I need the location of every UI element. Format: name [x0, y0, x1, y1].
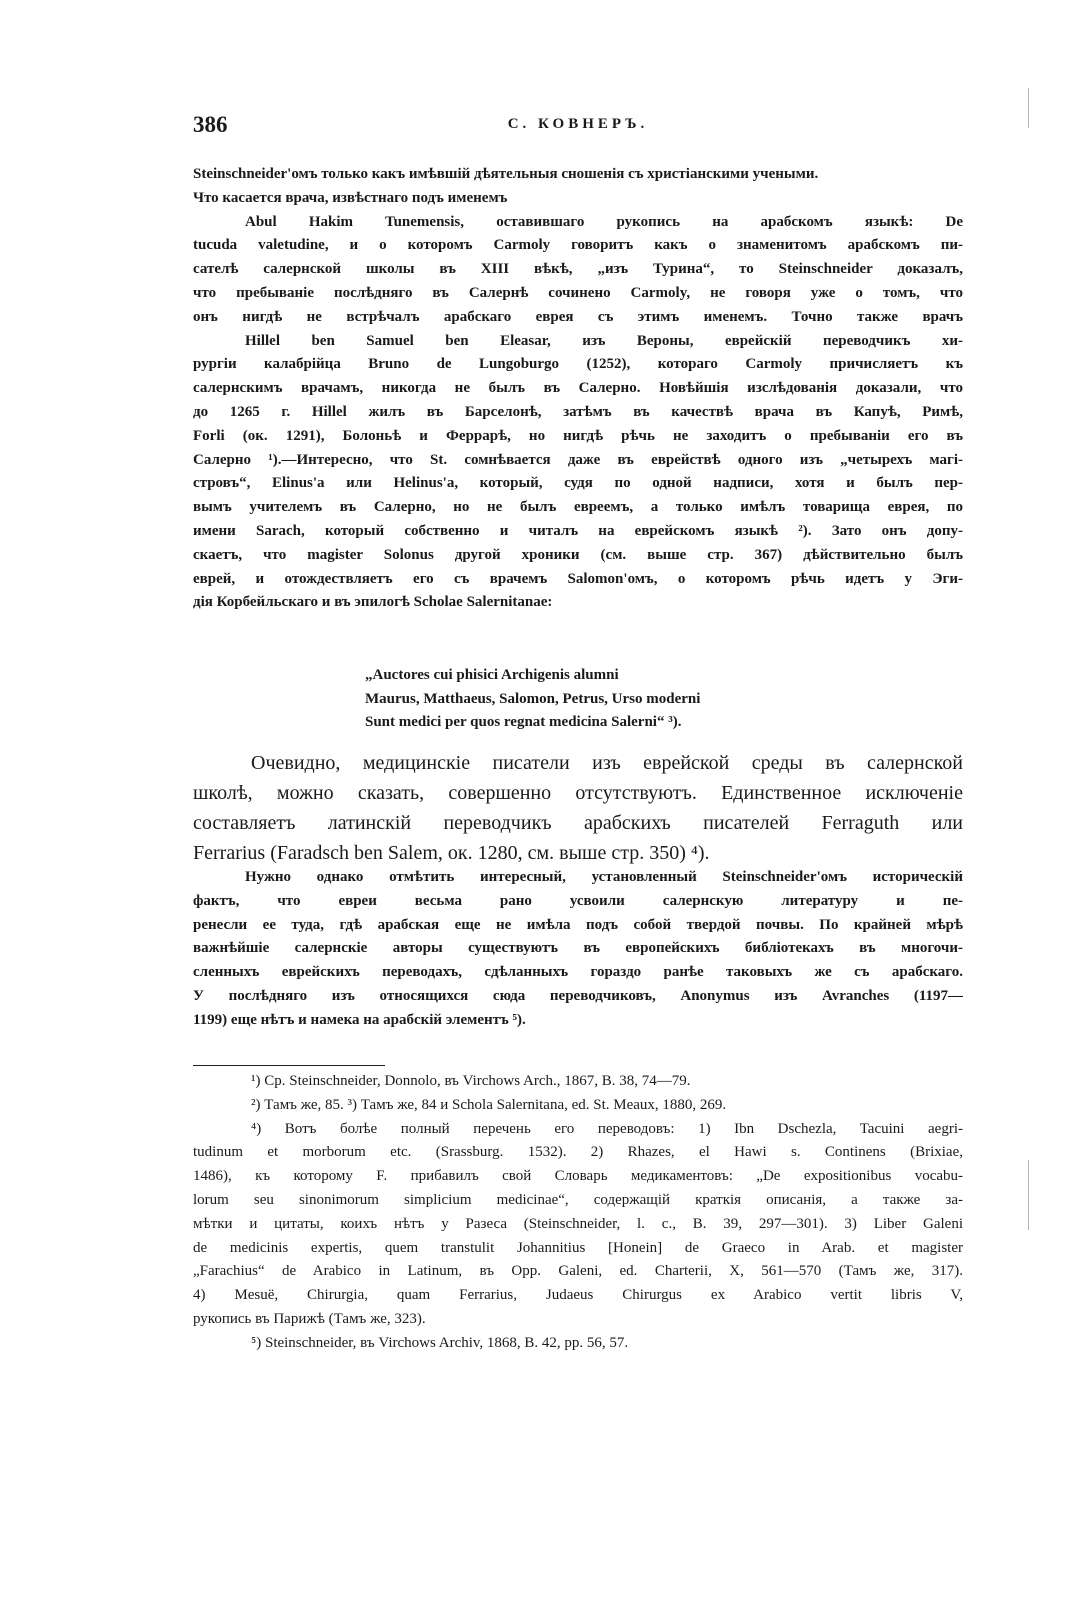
footnotes [193, 1070, 963, 1356]
footnote-line: ¹) Cp. Steinschneider, Donnolo, въ Virchows Arch., 1867, B. 38, 74—79. [251, 1073, 691, 1089]
footnote-line: ⁴) Вотъ болѣе полный перечень его переводовъ: 1) Ibn Dschezla, Tacuini aegri- [251, 1120, 963, 1137]
text-line: сателѣ салернской школы въ XIII вѣкѣ, „изъ Турина“, то Steinschneider доказалъ, [193, 261, 963, 278]
text-line: ренесли ее туда, гдѣ арабская еще не имѣла подъ собой твердой почвы. По крайней мѣрѣ [193, 916, 963, 933]
running-head: С. КОВНЕРЪ. [507, 116, 649, 132]
text-line: еврей, и отождествляетъ его съ врачемъ Salomon'омъ, о которомъ рѣчь идетъ у Эги- [193, 570, 963, 587]
page-number: 386 [193, 112, 228, 137]
footnote-line: ⁵) Steinschneider, въ Virchows Archiv, 1868, B. 42, pp. 56, 57. [251, 1334, 629, 1351]
text-line: Нужно однако отмѣтить интересный, установленный Steinschneider'омъ историческій [245, 869, 963, 885]
footnote-line: мѣтки и цитаты, коихъ нѣтъ у Разеса (Steinschneider, l. c., B. 39, 297—301). 3) Liber Galeni [193, 1215, 963, 1232]
text-line: сленныхъ еврейскихъ переводахъ, сдѣланныхъ гораздо ранѣе таковыхъ же съ арабскаго. [193, 964, 963, 981]
text-line: Салерно ¹).—Интересно, что St. сомнѣвается даже въ еврействѣ одного изъ „четырехъ магі- [193, 451, 963, 468]
text-line: 1199) еще нѣтъ и намека на арабскій элементъ ⁵). [193, 1011, 526, 1028]
text-line: дія Корбейльскаго и въ эпилогѣ Scholae Salernitanae: [193, 594, 553, 611]
large-text-line: составляетъ латинскій переводчикъ арабскихъ писателей Ferraguth или [193, 812, 963, 834]
footnote-line: de medicinis expertis, quem transtulit Johannitius [Honein] de Graeco in Arab. et magister [193, 1239, 963, 1256]
page-header [193, 112, 963, 142]
verse-quotation [365, 664, 885, 735]
footnote-line: ²) Тамъ же, 85. ³) Тамъ же, 84 и Schola Salernitana, ed. St. Meaux, 1880, 269. [251, 1096, 727, 1113]
text-line: Forli (ок. 1291), Болоньѣ и Феррарѣ, но нигдѣ рѣчь не заходитъ о пребываніи его въ [193, 427, 963, 444]
scan-edge-mark [1028, 88, 1029, 128]
closing-paragraph [193, 866, 963, 1033]
scan-edge-mark [1028, 1160, 1029, 1230]
text-line: онъ нигдѣ не встрѣчалъ арабскаго еврея съ этимъ именемъ. Точно также врачъ [193, 308, 963, 325]
large-text-line: Очевидно, медицинскіе писатели изъ еврейской среды въ салернской [251, 752, 963, 774]
verse-line: Maurus, Matthaeus, Salomon, Petrus, Urso moderni [365, 690, 701, 707]
text-line: tucuda valetudine, и о которомъ Carmoly говоритъ какъ о знаменитомъ арабскомъ пи- [193, 237, 963, 254]
footnote-line: lorum seu sinonimorum simplicium medicinae“, содержащій краткія описанія, а также за- [193, 1191, 963, 1208]
large-text-line: Ferrarius (Faradsch ben Salem, ок. 1280, см. выше стр. 350) ⁴). [193, 842, 710, 864]
main-paragraphs [193, 163, 963, 615]
verse-line: Sunt medici per quos regnat medicina Salerni“ ³). [365, 714, 682, 730]
text-line: Steinschneider'омъ только какъ имѣвшій дѣятельныя сношенія съ христіанскими учеными. [193, 166, 819, 182]
footnote-line: 1486), къ которому F. прибавилъ свой Словарь медикаментовъ: „De expositionibus vocabu- [193, 1168, 963, 1185]
text-line: важнѣйшіе салернскіе авторы существуютъ въ европейскихъ библіотекахъ въ многочи- [193, 940, 963, 957]
text-line: до 1265 г. Hillel жилъ въ Барселонѣ, затѣмъ въ качествѣ врача въ Капуѣ, Римѣ, [193, 403, 963, 420]
text-line: салернскимъ врачамъ, никогда не былъ въ Салерно. Новѣйшія изслѣдованія доказали, что [193, 380, 963, 397]
footnote-line: tudinum et morborum etc. (Srassburg. 1532). 2) Rhazes, el Hawi s. Continens (Brixiae, [193, 1144, 963, 1161]
text-line: вымъ учителемъ въ Салерно, но не былъ евреемъ, а только имѣлъ товарища еврея, по [193, 499, 963, 516]
text-line: скаетъ, что magister Solonus другой хроники (см. выше стр. 367) дѣйствительно былъ [193, 546, 963, 563]
text-line: Abul Hakim Tunemensis, оставившаго рукопись на арабскомъ языкѣ: De [245, 213, 963, 230]
verse-line: „Auctores cui phisici Archigenis alumni [365, 667, 619, 683]
text-line: У послѣдняго изъ относящихся сюда переводчиковъ, Anonymus изъ Avranches (1197— [193, 987, 963, 1004]
text-line: стровъ“, Elinus'а или Helinus'а, который, судя по одной надписи, хотя и былъ пер- [193, 475, 963, 492]
text-line: Hillel ben Samuel ben Eleasar, изъ Вероны, еврейскій переводчикъ хи- [245, 332, 963, 349]
text-line: Что касается врача, извѣстнаго подъ именемъ [193, 189, 508, 206]
footnote-separator [193, 1065, 385, 1066]
text-line: фактъ, что евреи весьма рано усвоили салернскую литературу и пе- [193, 892, 963, 909]
footnote-line: 4) Mesuë, Chirurgia, quam Ferrarius, Judaeus Chirurgus ex Arabico vertit libris V, [193, 1287, 963, 1304]
emphasized-paragraph [193, 748, 963, 868]
footnote-line: рукопись въ Парижѣ (Тамъ же, 323). [193, 1310, 426, 1327]
text-line: рургіи калабрійца Bruno de Lungoburgo (1252), котораго Carmoly причисляетъ къ [193, 356, 963, 373]
footnote-line: „Farachius“ de Arabico in Latinum, въ Opp. Galeni, ed. Charterii, X, 561—570 (Тамъ же, 317). [193, 1263, 963, 1280]
text-line: что пребываніе послѣдняго въ Салернѣ сочинено Carmoly, не говоря уже о томъ, что [193, 284, 963, 301]
large-text-line: школѣ, можно сказать, совершенно отсутствуютъ. Единственное исключеніе [193, 782, 963, 804]
text-line: имени Sarach, который собственно и читалъ на еврейскомъ языкѣ ²). Зато онъ допу- [193, 522, 963, 539]
